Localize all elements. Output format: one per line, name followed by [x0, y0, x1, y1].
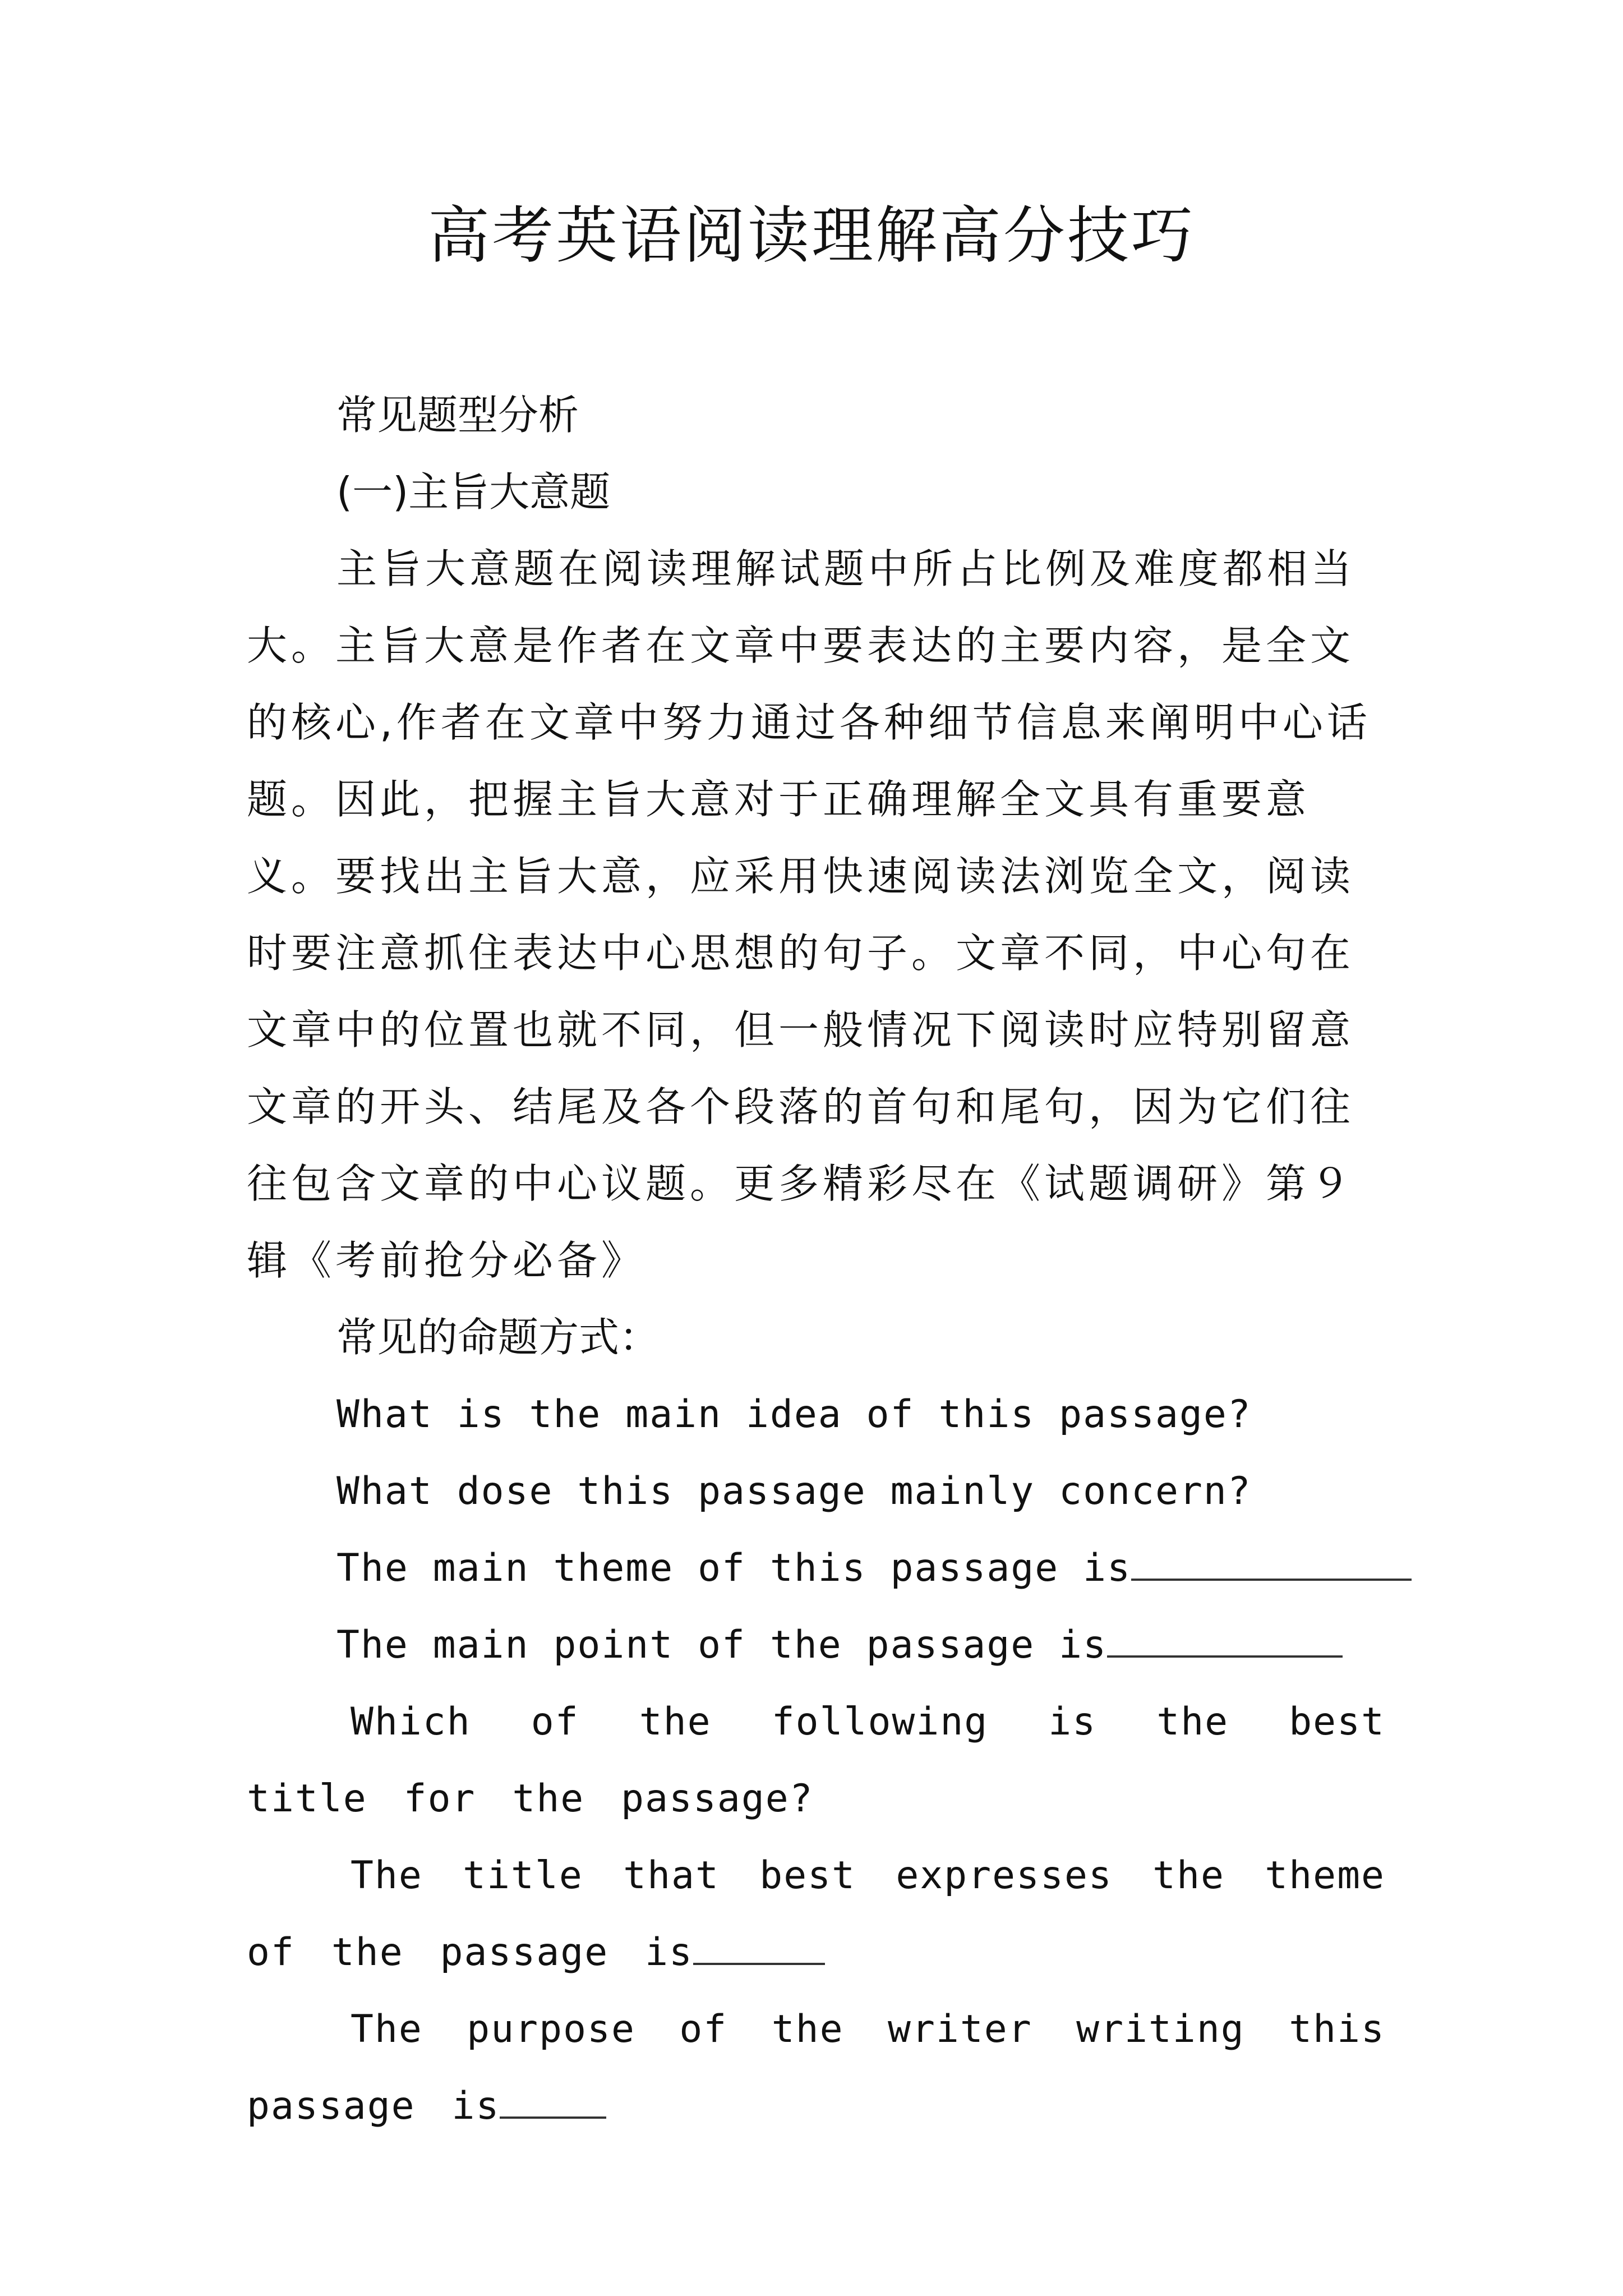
question-item: [247, 1607, 1385, 1683]
question-text: What dose this passage mainly concern?: [336, 1469, 1252, 1513]
section-heading: 常见题型分析: [336, 392, 579, 439]
answer-blank: [693, 1929, 825, 1965]
question-text: Which of the following is the best title for the passage?: [247, 1700, 1385, 1821]
document-title: 高考英语阅读理解高分技巧: [428, 200, 1195, 272]
question-item: [247, 1530, 1385, 1607]
question-text: The purpose of the writer writing this passage is: [247, 2007, 1385, 2128]
answer-blank: [500, 2083, 606, 2119]
document-body: [247, 377, 1385, 2145]
question-item: [247, 1453, 1385, 1530]
section-subheading: (一)主旨大意题: [336, 468, 611, 516]
question-item: [247, 1376, 1385, 1453]
body-paragraph: 主旨大意题在阅读理解试题中所占比例及难度都相当大。主旨大意是作者在文章中要表达的主要内容，是全文的核心,作者在文章中努力通过各种细节信息来阐明中心话题。因此，把握主旨大意对于正确理解全文具有重要意义。要找出主旨大意，应采用快速阅读法浏览全文，阅读时要注意抓住表达中心思想的句子。文章不同，中心句在文章中的位置也就不同，但一般情况下阅读时应特别留意文章的开头、结尾及各个段落的首句和尾句，因为它们往往包含文章的中心议题。更多精彩尽在《试题调研》第９辑《考前抢分必备》: [247, 545, 1371, 1284]
question-text: The main point of the passage is: [336, 1623, 1108, 1667]
answer-blank: [1107, 1622, 1343, 1658]
question-intro: 常见的命题方式：: [336, 1314, 660, 1361]
question-item: [247, 1683, 1385, 1837]
question-text: The main theme of this passage is: [336, 1546, 1132, 1590]
question-text: The title that best expresses the theme of the passage is: [247, 1853, 1385, 1975]
question-item: [247, 1991, 1385, 2145]
answer-blank: [1131, 1545, 1412, 1581]
question-text: What is the main idea of this passage?: [336, 1392, 1252, 1437]
question-item: [247, 1837, 1385, 1991]
